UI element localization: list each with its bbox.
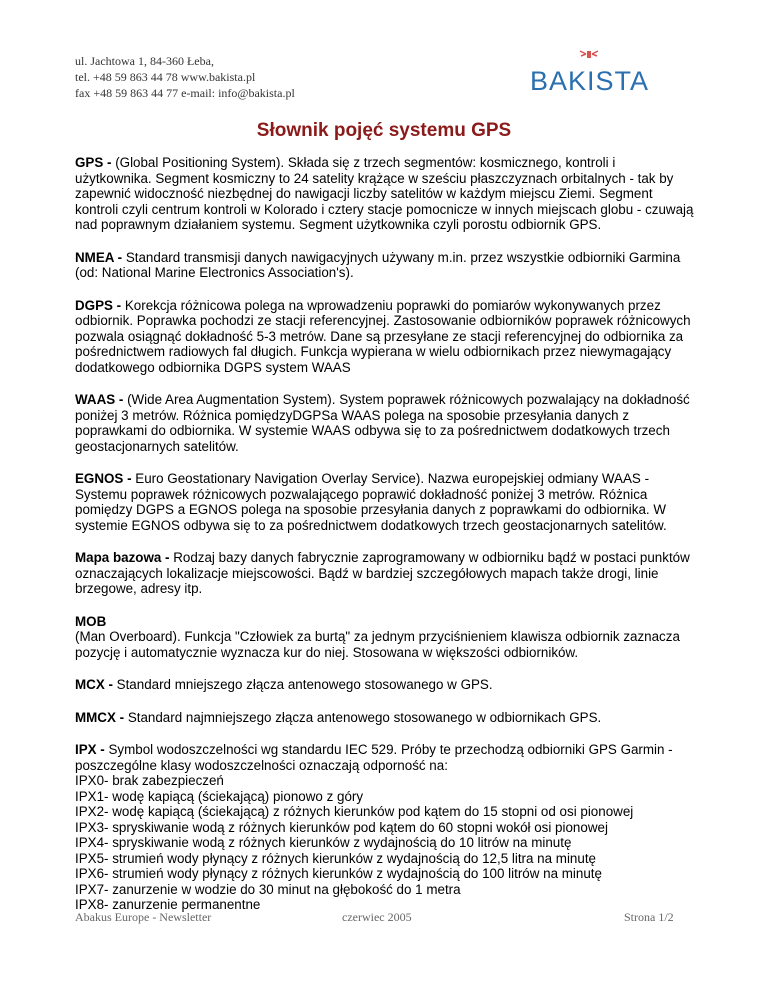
term: MMCX - bbox=[75, 709, 125, 725]
footer-date: czerwiec 2005 bbox=[342, 910, 412, 924]
address-line: ul. Jachtowa 1, 84-360 Łeba, bbox=[75, 54, 214, 68]
page-title: Słownik pojęć systemu GPS bbox=[256, 120, 512, 141]
term: Mapa bazowa - bbox=[75, 550, 170, 565]
bakista-logo bbox=[530, 48, 650, 100]
entry-gps bbox=[75, 155, 695, 233]
phone-website-line: tel. +48 59 863 44 78 www.bakista.pl bbox=[75, 70, 256, 84]
company-address bbox=[75, 53, 295, 101]
term: WAAS - bbox=[75, 392, 124, 407]
ipx-class-line: IPX0- brak zabezpieczeń bbox=[75, 773, 224, 788]
entry-mmcx bbox=[75, 710, 695, 726]
definition: Euro Geostationary Navigation Overlay Service). Nazwa europejskiej odmiany WAAS - Systemu poprawek różnicowych pozwalającego poprawić dokładność poniżej 3 metrów. Różnica pomiędzy DGPS a EGNOS polega na sposobie przesyłania danych z poprawkami do odbiornika. W systemie EGNOS odbywa się to za pośrednictwem dodatkowych trzech geostacjonarnych satelitów. bbox=[75, 471, 667, 533]
entry-egnos bbox=[75, 471, 695, 533]
term: DGPS - bbox=[75, 297, 122, 313]
entry-ipx bbox=[75, 742, 695, 913]
definition: Standard najmniejszego złącza antenowego stosowanego w odbiornikach GPS. bbox=[124, 709, 602, 725]
term: MCX - bbox=[75, 677, 113, 692]
ipx-class-line: IPX6- strumień wody płynący z różnych kierunków z wydajnością do 100 litrów na minutę bbox=[75, 866, 602, 881]
ipx-class-line: IPX8- zanurzenie permanentne bbox=[75, 897, 261, 912]
logo-text: BAKISTA bbox=[530, 66, 650, 96]
definition: Rodzaj bazy danych fabrycznie zaprogramowany w odbiorniku bądź w postaci punktów oznaczających lokalizacje miejscowości. Bądź w bardziej szczegółowych mapach także drogi, linie brzegowe, adresy itp. bbox=[75, 550, 690, 596]
fax-email-line: fax +48 59 863 44 77 e-mail: info@bakista.pl bbox=[75, 86, 295, 100]
entry-nmea bbox=[75, 250, 695, 281]
definition: Standard mniejszego złącza antenowego stosowanego w GPS. bbox=[112, 677, 493, 692]
term: EGNOS - bbox=[75, 471, 132, 486]
footer-newsletter: Abakus Europe - Newsletter bbox=[75, 910, 212, 924]
glossary-content bbox=[75, 155, 695, 930]
ipx-class-line: IPX7- zanurzenie w wodzie do 30 minut na głębokość do 1 metra bbox=[75, 881, 461, 897]
ipx-class-line: IPX1- wodę kapiącą (ściekającą) pionowo z góry bbox=[75, 788, 364, 804]
ipx-class-line: IPX5- strumień wody płynący z różnych kierunków z wydajnością do 12,5 litra na minutę bbox=[75, 850, 596, 866]
term: IPX - bbox=[75, 742, 105, 757]
definition: (Man Overboard). Funkcja "Człowiek za burtą" za jednym przyciśnieniem klawisza odbiornik zaznacza pozycję i automatycznie wyznacza kur do niej. Stosowana w większości odbiorników. bbox=[75, 629, 680, 660]
term: NMEA - bbox=[75, 249, 123, 265]
definition: (Global Positioning System). Składa się z trzech segmentów: kosmicznego, kontroli i użytkownika. Segment kosmiczny to 24 satelity krążące w sześciu płaszczyznach orbitalnych - tak by zapewnić widoczność niezbędnej do nawigacji liczby satelitów w każdym miejscu Ziemi. Segment kontroli czyli centrum kontroli w Kolorado i cztery stacje pomocnicze w innych miejscach globu - czuwają nad poprawnym działaniem systemu. Segment użytkownika czyli porostu odbiornik GPS. bbox=[75, 155, 694, 232]
definition: Standard transmisji danych nawigacyjnych używany m.in. przez wszystkie odbiorniki Garmina (od: National Marine Electronics Association's). bbox=[75, 249, 681, 280]
definition: Korekcja różnicowa polega na wprowadzeniu poprawki do pomiarów wykonywanych przez odbiornik. Poprawka pochodzi ze stacji referencyjnej. Zastosowanie odbiorników poprawek różnicowych pozwala osiągnąć dokładność 5-3 metrów. Dane są przesyłane ze stacji referencyjnej do odbiornika za pośrednictwem radiowych fal długich. Funkcja wypierana w wielu odbiornikach przez niewymagający dodatkowego odbiornika DGPS system WAAS bbox=[75, 297, 691, 375]
ipx-class-line: IPX2- wodę kapiącą (ściekającą) z różnych kierunków pod kątem do 15 stopni od osi pionowej bbox=[75, 804, 634, 819]
entry-mapa-bazowa bbox=[75, 550, 695, 597]
entry-mob bbox=[75, 614, 695, 661]
ipx-class-line: IPX3- spryskiwanie wodą z różnych kierunków pod kątem do 60 stopni wokół osi pionowej bbox=[75, 819, 608, 835]
footer-page-number: Strona 1/2 bbox=[624, 910, 674, 924]
term: MOB bbox=[75, 613, 107, 629]
term: GPS - bbox=[75, 155, 112, 170]
ipx-class-line: IPX4- spryskiwanie wodą z różnych kierunków z wydajnością do 10 litrów na minutę bbox=[75, 835, 572, 850]
entry-dgps bbox=[75, 298, 695, 376]
entry-waas bbox=[75, 392, 695, 454]
entry-mcx bbox=[75, 677, 695, 693]
definition: Symbol wodoszczelności wg standardu IEC 529. Próby te przechodzą odbiorniki GPS Garmin - poszczególne klasy wodoszczelności oznaczają odporność na: bbox=[75, 742, 673, 773]
definition: (Wide Area Augmentation System). System poprawek różnicowych pozwalający na dokładność poniżej 3 metrów. Różnica pomiędzyDGPSa WAAS polega na sposobie przesyłania danych z poprawkami do odbiornika. W systemie WAAS odbywa się to za pośrednictwem dodatkowych trzech geostacjonarnych satelitów. bbox=[75, 392, 690, 454]
